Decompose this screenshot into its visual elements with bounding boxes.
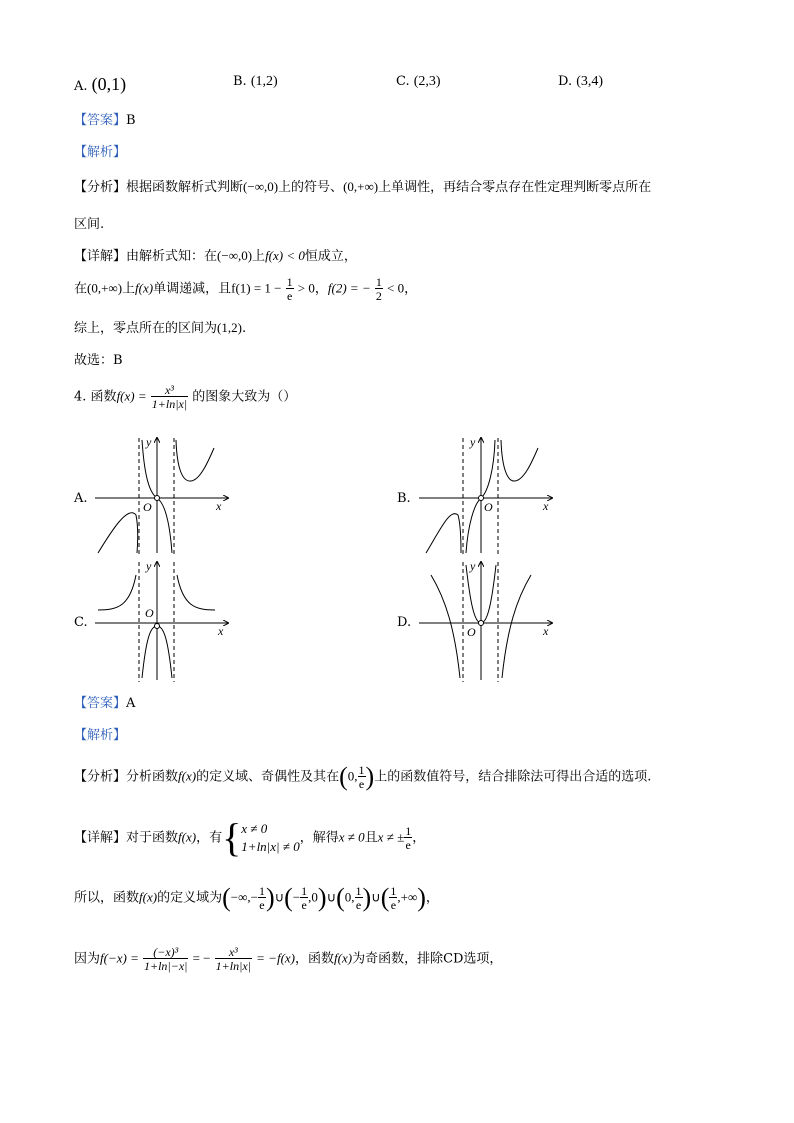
q3-answer: 【答案】B bbox=[74, 113, 136, 128]
graph-a-y: y bbox=[146, 435, 152, 449]
q4-domain: 所以，函数f(x)的定义域为(−∞,− $\frac{1}{e}$ )∪(− $\frac{1}{e}$ ,0)∪(0, $\frac{1}{e}$ )∪( $\frac{1}{e}$ ,+∞)， bbox=[74, 883, 439, 912]
graph-a-x: x bbox=[216, 499, 222, 513]
q4-fenxi: 【分析】分析函数f(x)的定义域、奇偶性及其在(0, $\frac{1}{e}$ )上的函数值符号，结合排除法可得出合适的选项. bbox=[74, 762, 652, 791]
graph-label-b: B. bbox=[397, 491, 411, 506]
q3-option-c: C. (2,3) bbox=[396, 74, 441, 89]
graph-label-a: A. bbox=[74, 491, 88, 506]
graph-c-y: y bbox=[146, 559, 152, 573]
graph-d-x: x bbox=[543, 624, 549, 638]
graph-a-origin: O bbox=[143, 500, 152, 514]
q4-odd: 因为f(−x) = $\frac{\text{(−x)³}}{1+\ln|-x|}$ = − $\frac{\text{x³}}{1+\ln|x|}$ = −f(x)，函数f(x)为奇函数，排除CD选项， bbox=[74, 945, 503, 973]
graph-d-y: y bbox=[470, 559, 476, 573]
q3-analysis-tag: 【解析】 bbox=[74, 145, 127, 160]
q3-option-d: D. (3,4) bbox=[558, 74, 604, 89]
q3-xiangjie-line1: 【详解】由解析式知：在(−∞,0)上f(x) < 0恒成立， bbox=[74, 248, 357, 264]
graph-c-x: x bbox=[218, 624, 224, 638]
q3-fenxi-line2: 区间. bbox=[74, 217, 105, 232]
q4-stem: 4. 函数f(x) = $\frac{\text{x³}}{1+\ln|x|}$ 的图象大致为（） bbox=[74, 383, 297, 411]
graph-b-x: x bbox=[543, 499, 549, 513]
q3-option-a: A. (0,1) bbox=[74, 74, 127, 94]
q3-xiangjie-line2: 在(0,+∞)上f(x)单调递减，且f(1) = 1 − $\frac{1}{e}$ > 0，f(2) = − $\frac{1}{2}$ < 0， bbox=[74, 275, 418, 303]
graph-b bbox=[419, 438, 552, 555]
graph-label-d: D. bbox=[397, 615, 412, 630]
q3-xiangjie-line3: 综上，零点所在的区间为(1,2). bbox=[74, 320, 247, 336]
graph-a bbox=[95, 438, 228, 555]
q3-option-a-value: (0,1) bbox=[91, 74, 127, 94]
q4-answer: 【答案】A bbox=[74, 696, 136, 711]
graph-b-y: y bbox=[470, 435, 476, 449]
graph-c bbox=[95, 562, 228, 682]
q3-fenxi: 【分析】根据函数解析式判断(−∞,0)上的符号、(0,+∞)上单调性，再结合零点存在性定理判断零点所在 bbox=[74, 179, 652, 195]
q4-xiangjie-line1: 【详解】对于函数f(x)，有{ x ≠ 0 1+ln|x| ≠ 0 ，解得x ≠ 0且x ≠ ± $\frac{1}{e}$ ， bbox=[74, 815, 426, 860]
graph-b-origin: O bbox=[484, 500, 493, 514]
q3-choose: 故选：B bbox=[74, 353, 123, 368]
graph-d bbox=[419, 562, 552, 682]
graph-c-origin: O bbox=[145, 606, 154, 620]
q3-option-b: B. (1,2) bbox=[233, 74, 278, 89]
graph-d-origin: O bbox=[467, 625, 476, 639]
q4-analysis-tag: 【解析】 bbox=[74, 728, 127, 743]
graph-label-c: C. bbox=[74, 615, 88, 630]
